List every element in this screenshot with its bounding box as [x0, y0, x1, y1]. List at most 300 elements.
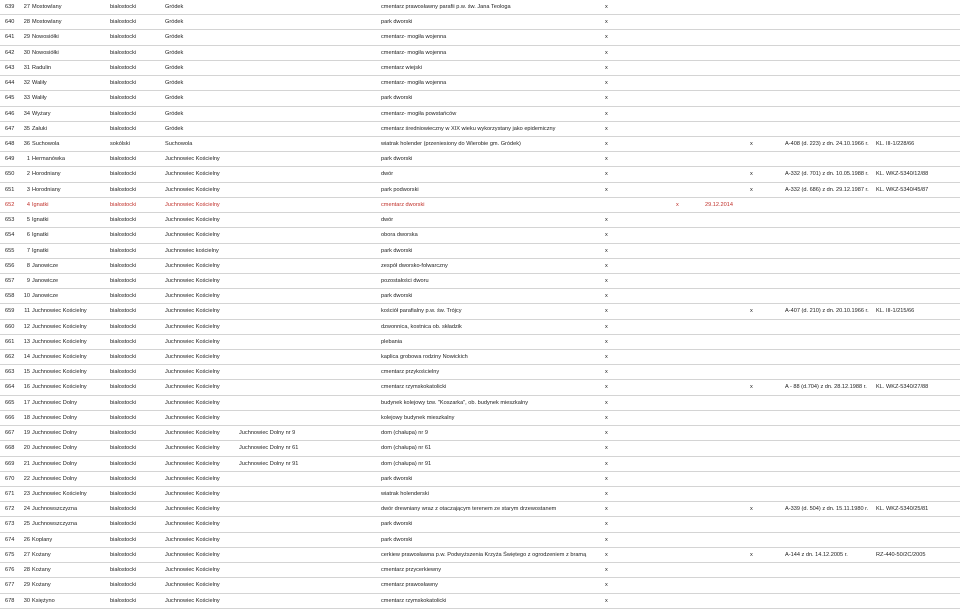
register-mark-cell	[750, 91, 758, 105]
table-row	[0, 46, 960, 61]
commune-cell: Juchnowiec Kościelny	[165, 186, 220, 193]
evidence-mark-cell: x	[605, 247, 608, 254]
row-number-cell: 642	[5, 49, 15, 56]
deleted-mark-cell	[676, 441, 684, 455]
register-mark-cell	[750, 578, 758, 592]
evidence-mark-cell: x	[605, 171, 608, 178]
locality-cell: Załuki	[32, 125, 47, 132]
locality-cell: Juchnowiec Dolny	[32, 430, 78, 437]
table-row	[0, 167, 960, 182]
deleted-mark-cell	[676, 487, 684, 501]
deleted-mark-cell	[676, 167, 684, 181]
deleted-mark-cell	[676, 15, 684, 29]
deleted-mark-cell	[676, 91, 684, 105]
object-name-cell: park dworski	[381, 293, 413, 300]
address-cell	[239, 167, 379, 181]
address-cell: Juchnowiec Dolny nr 61	[239, 445, 299, 452]
deletion-date-cell	[705, 578, 745, 592]
locality-cell: Juchnowiec Dolny	[32, 460, 78, 467]
register-mark-cell	[750, 122, 758, 136]
object-name-cell: cmentarz dworski	[381, 201, 425, 208]
classification-number-cell	[876, 517, 958, 531]
classification-number-cell	[876, 563, 958, 577]
classification-number-cell	[876, 365, 958, 379]
classification-number-cell	[876, 426, 958, 440]
register-mark-cell	[750, 15, 758, 29]
locality-cell: Juchnowiec Kościelny	[32, 491, 87, 497]
deletion-date-cell	[705, 76, 745, 90]
commune-cell: Juchnowiec Kościelny	[165, 430, 220, 437]
object-name-cell: cmentarz- mogiła wojenna	[381, 49, 447, 56]
object-name-cell: park dworski	[381, 247, 413, 254]
row-number-cell: 667	[5, 430, 15, 437]
table-row	[0, 320, 960, 335]
item-number-cell: 28	[23, 567, 30, 574]
county-cell: białostocki	[110, 95, 137, 102]
locality-cell: Waliły	[32, 95, 47, 102]
evidence-mark-cell: x	[605, 49, 608, 56]
register-number-cell	[785, 152, 873, 166]
county-cell: białostocki	[110, 19, 137, 26]
evidence-mark-cell: x	[605, 80, 608, 87]
item-number-cell: 6	[26, 232, 30, 239]
item-number-cell: 23	[23, 491, 30, 497]
deletion-date-cell	[705, 533, 745, 547]
deletion-date-cell	[705, 15, 745, 29]
row-number-cell: 671	[5, 491, 15, 497]
row-number-cell: 672	[5, 506, 15, 513]
address-cell: Juchnowiec Dolny nr 9	[239, 430, 296, 437]
county-cell: białostocki	[110, 369, 137, 376]
deleted-mark-cell	[676, 502, 684, 516]
deletion-date-cell	[705, 213, 745, 227]
register-mark-cell: x	[750, 384, 753, 391]
commune-cell: Juchnowiec Kościelny	[165, 414, 220, 421]
item-number-cell: 30	[23, 49, 30, 56]
item-number-cell: 3	[26, 186, 30, 193]
commune-cell: Suchowola	[165, 140, 193, 147]
table-row	[0, 578, 960, 593]
classification-number-cell	[876, 152, 958, 166]
table-row	[0, 472, 960, 487]
address-cell	[239, 198, 379, 212]
deletion-date-cell	[705, 472, 745, 486]
deleted-mark-cell	[676, 335, 684, 349]
county-cell: białostocki	[110, 186, 137, 193]
item-number-cell: 18	[23, 414, 30, 421]
deletion-date-cell	[705, 244, 745, 258]
table-row	[0, 76, 960, 91]
county-cell: białostocki	[110, 460, 137, 467]
deleted-mark-cell	[676, 244, 684, 258]
register-mark-cell	[750, 46, 758, 60]
object-name-cell: dwór	[381, 217, 394, 224]
locality-cell: Juchnowiec Dolny	[32, 414, 78, 421]
deletion-date-cell	[705, 517, 745, 531]
deletion-date-cell	[705, 502, 745, 516]
deleted-mark-cell	[676, 365, 684, 379]
locality-cell: Juchnowiec Kościelny	[32, 323, 87, 330]
row-number-cell: 676	[5, 567, 15, 574]
register-mark-cell	[750, 198, 758, 212]
evidence-mark-cell: x	[605, 338, 608, 345]
table-row	[0, 517, 960, 532]
deleted-mark-cell	[676, 228, 684, 242]
deletion-date-cell	[705, 30, 745, 44]
deletion-date-cell	[705, 350, 745, 364]
object-name-cell: cmentarz rzymskokatolicki	[381, 597, 447, 604]
evidence-mark-cell: x	[605, 34, 608, 41]
register-number-cell	[785, 320, 873, 334]
classification-number-cell	[876, 228, 958, 242]
row-number-cell: 662	[5, 354, 15, 361]
item-number-cell: 21	[23, 460, 30, 467]
item-number-cell: 14	[23, 354, 30, 361]
locality-cell: Ignatki	[32, 232, 49, 239]
table-row	[0, 502, 960, 517]
item-number-cell: 24	[23, 506, 30, 513]
classification-number-cell: KL. WKZ-5340/27/88	[876, 384, 929, 391]
register-number-cell: A-339 (d. 504) z dn. 15.11.1980 r.	[785, 506, 869, 513]
classification-number-cell	[876, 396, 958, 410]
address-cell	[239, 152, 379, 166]
item-number-cell: 30	[23, 597, 30, 604]
county-cell: białostocki	[110, 445, 137, 452]
register-mark-cell	[750, 517, 758, 531]
classification-number-cell	[876, 335, 958, 349]
evidence-mark-cell: x	[605, 19, 608, 26]
register-mark-cell	[750, 244, 758, 258]
row-number-cell: 648	[5, 140, 15, 147]
deletion-date-cell	[705, 335, 745, 349]
register-number-cell	[785, 441, 873, 455]
commune-cell: Juchnowiec Kościelny	[165, 536, 220, 543]
commune-cell: Gródek	[165, 49, 184, 56]
locality-cell: Juchnowiec Dolny	[32, 475, 78, 482]
evidence-mark-cell: x	[605, 445, 608, 452]
register-number-cell	[785, 244, 873, 258]
register-mark-cell	[750, 320, 758, 334]
register-number-cell	[785, 198, 873, 212]
register-mark-cell	[750, 472, 758, 486]
commune-cell: Juchnowiec kościelny	[165, 247, 219, 254]
register-mark-cell	[750, 152, 758, 166]
deletion-date-cell	[705, 259, 745, 273]
row-number-cell: 641	[5, 34, 15, 41]
object-name-cell: pozostałości dworu	[381, 277, 429, 284]
deleted-mark-cell	[676, 152, 684, 166]
county-cell: białostocki	[110, 536, 137, 543]
register-mark-cell	[750, 441, 758, 455]
address-cell	[239, 320, 379, 334]
register-number-cell: A-332 (d. 686) z dn. 29.12.1987 r.	[785, 186, 869, 193]
deleted-mark-cell: x	[676, 201, 679, 208]
deletion-date-cell	[705, 107, 745, 121]
row-number-cell: 655	[5, 247, 15, 254]
address-cell	[239, 533, 379, 547]
table-row	[0, 533, 960, 548]
row-number-cell: 645	[5, 95, 15, 102]
item-number-cell: 12	[23, 323, 30, 330]
row-number-cell: 652	[5, 201, 15, 208]
commune-cell: Juchnowiec Kościelny	[165, 597, 220, 604]
locality-cell: Juchnowiec Kościelny	[32, 369, 87, 376]
register-number-cell	[785, 396, 873, 410]
row-number-cell: 653	[5, 217, 15, 224]
county-cell: białostocki	[110, 506, 137, 513]
register-mark-cell	[750, 457, 758, 471]
deleted-mark-cell	[676, 472, 684, 486]
object-name-cell: park dworski	[381, 536, 413, 543]
evidence-mark-cell: x	[605, 460, 608, 467]
locality-cell: Juchnowszczyzna	[32, 506, 78, 513]
address-cell	[239, 244, 379, 258]
county-cell: białostocki	[110, 247, 137, 254]
item-number-cell: 29	[23, 582, 30, 589]
table-row	[0, 426, 960, 441]
classification-number-cell	[876, 244, 958, 258]
table-row	[0, 441, 960, 456]
register-number-cell	[785, 457, 873, 471]
address-cell	[239, 46, 379, 60]
row-number-cell: 670	[5, 475, 15, 482]
register-mark-cell: x	[750, 506, 753, 513]
county-cell: białostocki	[110, 49, 137, 56]
classification-number-cell	[876, 61, 958, 75]
register-number-cell	[785, 289, 873, 303]
classification-number-cell	[876, 411, 958, 425]
object-name-cell: cmentarz- mogiła powstańców	[381, 110, 457, 117]
object-name-cell: plebania	[381, 338, 403, 345]
locality-cell: Janowicze	[32, 262, 59, 269]
locality-cell: Mostowlany	[32, 4, 62, 10]
locality-cell: Mostowlany	[32, 19, 62, 26]
commune-cell: Juchnowiec Kościelny	[165, 354, 220, 361]
register-mark-cell	[750, 30, 758, 44]
item-number-cell: 10	[23, 293, 30, 300]
classification-number-cell	[876, 594, 958, 608]
table-row	[0, 335, 960, 350]
register-mark-cell	[750, 487, 758, 501]
commune-cell: Juchnowiec Kościelny	[165, 399, 220, 406]
item-number-cell: 27	[23, 4, 30, 10]
deleted-mark-cell	[676, 304, 684, 318]
table-row	[0, 289, 960, 304]
deletion-date-cell	[705, 137, 745, 151]
locality-cell: Juchnowszczyzna	[32, 521, 78, 528]
register-number-cell	[785, 30, 873, 44]
row-number-cell: 659	[5, 308, 15, 315]
evidence-mark-cell: x	[605, 186, 608, 193]
deleted-mark-cell	[676, 350, 684, 364]
row-number-cell: 677	[5, 582, 15, 589]
address-cell	[239, 0, 379, 14]
address-cell	[239, 350, 379, 364]
register-number-cell	[785, 61, 873, 75]
table-row	[0, 259, 960, 274]
object-name-cell: dzwonnica, kostnica ob. składzik	[381, 323, 462, 330]
evidence-mark-cell: x	[605, 140, 608, 147]
locality-cell: Juchnowiec Kościelny	[32, 308, 87, 315]
address-cell	[239, 259, 379, 273]
deleted-mark-cell	[676, 30, 684, 44]
register-number-cell	[785, 426, 873, 440]
item-number-cell: 5	[26, 217, 30, 224]
deletion-date-cell	[705, 320, 745, 334]
classification-number-cell	[876, 533, 958, 547]
address-cell	[239, 91, 379, 105]
row-number-cell: 674	[5, 536, 15, 543]
register-mark-cell	[750, 365, 758, 379]
deleted-mark-cell	[676, 0, 684, 14]
deletion-date-cell	[705, 380, 745, 394]
county-cell: białostocki	[110, 338, 137, 345]
register-number-cell	[785, 350, 873, 364]
evidence-mark-cell: x	[605, 277, 608, 284]
evidence-mark-cell: x	[605, 308, 608, 315]
deleted-mark-cell	[676, 457, 684, 471]
deleted-mark-cell	[676, 183, 684, 197]
table-row	[0, 15, 960, 30]
register-number-cell	[785, 107, 873, 121]
register-mark-cell: x	[750, 186, 753, 193]
locality-cell: Horodniany	[32, 186, 61, 193]
address-cell	[239, 502, 379, 516]
evidence-mark-cell: x	[605, 430, 608, 437]
address-cell	[239, 228, 379, 242]
address-cell	[239, 61, 379, 75]
address-cell	[239, 183, 379, 197]
locality-cell: Horodniany	[32, 171, 61, 178]
evidence-mark-cell: x	[605, 506, 608, 513]
address-cell	[239, 548, 379, 562]
deletion-date-cell	[705, 548, 745, 562]
register-mark-cell	[750, 411, 758, 425]
classification-number-cell	[876, 472, 958, 486]
commune-cell: Juchnowiec Kościelny	[165, 338, 220, 345]
locality-cell: Waliły	[32, 80, 47, 87]
register-mark-cell	[750, 533, 758, 547]
row-number-cell: 666	[5, 414, 15, 421]
locality-cell: Hermanówka	[32, 156, 65, 163]
evidence-mark-cell: x	[605, 399, 608, 406]
item-number-cell: 16	[23, 384, 30, 391]
evidence-mark-cell: x	[605, 414, 608, 421]
register-mark-cell	[750, 594, 758, 608]
table-row	[0, 457, 960, 472]
deleted-mark-cell	[676, 122, 684, 136]
county-cell: białostocki	[110, 475, 137, 482]
deleted-mark-cell	[676, 396, 684, 410]
table-row	[0, 487, 960, 502]
classification-number-cell	[876, 46, 958, 60]
address-cell	[239, 213, 379, 227]
deleted-mark-cell	[676, 46, 684, 60]
deleted-mark-cell	[676, 578, 684, 592]
item-number-cell: 34	[23, 110, 30, 117]
row-number-cell: 664	[5, 384, 15, 391]
address-cell	[239, 122, 379, 136]
register-number-cell	[785, 0, 873, 14]
object-name-cell: cmentarz przykościelny	[381, 369, 440, 376]
register-mark-cell	[750, 563, 758, 577]
county-cell: białostocki	[110, 262, 137, 269]
object-name-cell: cmentarz- mogiła wojenna	[381, 80, 447, 87]
register-number-cell	[785, 594, 873, 608]
address-cell	[239, 594, 379, 608]
register-mark-cell	[750, 213, 758, 227]
row-number-cell: 658	[5, 293, 15, 300]
item-number-cell: 20	[23, 445, 30, 452]
register-number-cell	[785, 76, 873, 90]
evidence-mark-cell: x	[605, 323, 608, 330]
evidence-mark-cell: x	[605, 4, 608, 10]
table-row	[0, 228, 960, 243]
deletion-date-cell	[705, 228, 745, 242]
register-number-cell	[785, 259, 873, 273]
locality-cell: Ignatki	[32, 247, 49, 254]
county-cell: białostocki	[110, 293, 137, 300]
evidence-mark-cell	[605, 198, 625, 212]
commune-cell: Juchnowiec Kościelny	[165, 171, 220, 178]
row-number-cell: 647	[5, 125, 15, 132]
commune-cell: Juchnowiec Kościelny	[165, 277, 220, 284]
classification-number-cell: KL. WKZ-5340/25/81	[876, 506, 929, 513]
classification-number-cell	[876, 487, 958, 501]
object-name-cell: park dworski	[381, 95, 413, 102]
classification-number-cell	[876, 198, 958, 212]
address-cell	[239, 304, 379, 318]
object-name-cell: zespół dworsko-folwarczny	[381, 262, 448, 269]
object-name-cell: obora dworska	[381, 232, 418, 239]
register-number-cell	[785, 213, 873, 227]
commune-cell: Gródek	[165, 125, 184, 132]
deleted-mark-cell	[676, 426, 684, 440]
object-name-cell: cerkiew prawosławna p.w. Podwyższenia Krzyża Świętego z ogrodzeniem z bramą	[381, 551, 587, 558]
evidence-mark-cell: x	[605, 110, 608, 117]
evidence-mark-cell: x	[605, 582, 608, 589]
evidence-mark-cell: x	[605, 384, 608, 391]
register-number-cell: A-407 (d. 210) z dn. 20.10.1966 r.	[785, 308, 869, 315]
register-mark-cell	[750, 274, 758, 288]
classification-number-cell	[876, 76, 958, 90]
item-number-cell: 9	[26, 277, 30, 284]
row-number-cell: 644	[5, 80, 15, 87]
county-cell: białostocki	[110, 110, 137, 117]
register-number-cell	[785, 578, 873, 592]
county-cell: białostocki	[110, 597, 137, 604]
classification-number-cell	[876, 15, 958, 29]
row-number-cell: 669	[5, 460, 15, 467]
locality-cell: Kożany	[32, 582, 51, 589]
classification-number-cell	[876, 259, 958, 273]
deleted-mark-cell	[676, 289, 684, 303]
object-name-cell: kolejowy budynek mieszkalny	[381, 414, 455, 421]
classification-number-cell	[876, 578, 958, 592]
table-row	[0, 30, 960, 45]
classification-number-cell: RZ-440-50/2C/2005	[876, 551, 926, 558]
evidence-mark-cell: x	[605, 125, 608, 132]
county-cell: białostocki	[110, 323, 137, 330]
deleted-mark-cell	[676, 274, 684, 288]
item-number-cell: 4	[26, 201, 30, 208]
locality-cell: Wyżary	[32, 110, 51, 117]
address-cell: Juchnowiec Dolny nr 91	[239, 460, 299, 467]
item-number-cell: 22	[23, 475, 30, 482]
commune-cell: Gródek	[165, 19, 184, 26]
deletion-date-cell	[705, 61, 745, 75]
commune-cell: Juchnowiec Kościelny	[165, 506, 220, 513]
